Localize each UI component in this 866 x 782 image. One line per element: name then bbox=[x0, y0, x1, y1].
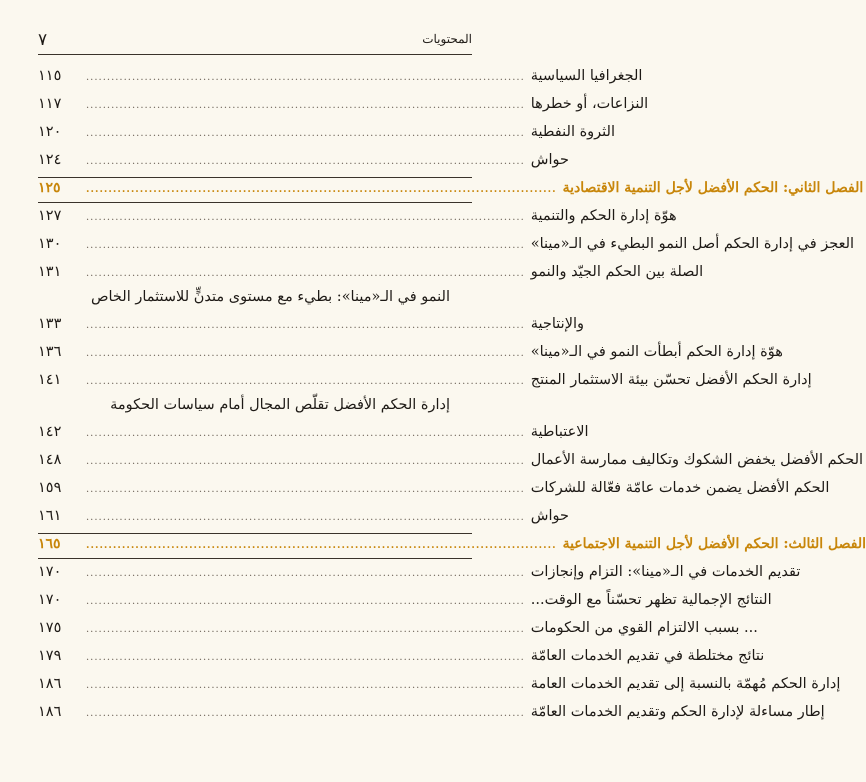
toc-chapter-entry[interactable] bbox=[38, 174, 864, 202]
leader-dots: ......................................................................................................... bbox=[86, 100, 525, 111]
leader-dots: ......................................................................................................... bbox=[86, 512, 525, 523]
toc-entry-title: إطار مساءلة لإدارة الحكم وتقديم الخدمات العامّة bbox=[530, 704, 825, 720]
toc-entry-title-line2: والإنتاجية bbox=[530, 316, 585, 332]
leader-dots: ......................................................................................................... bbox=[86, 240, 525, 251]
toc-entry-title: الجغرافيا السياسية bbox=[530, 68, 643, 84]
toc-page-number: ١٦١ bbox=[38, 508, 62, 524]
toc-entry[interactable] bbox=[38, 502, 569, 530]
toc-page-number: ١٧٥ bbox=[38, 620, 62, 636]
toc-entry[interactable] bbox=[38, 62, 643, 90]
toc-entry-title: النتائج الإجمالية تظهر تحسّناً مع الوقت... bbox=[530, 592, 772, 608]
toc-entry-title: إدارة الحكم مُهمّة بالنسبة إلى تقديم الخدمات العامة bbox=[530, 676, 841, 692]
toc-entry-title: تقديم الخدمات في الـ«مينا»: التزام وإنجازات bbox=[530, 564, 801, 580]
toc-entry[interactable] bbox=[38, 258, 704, 286]
toc-entry-title: هوّة إدارة الحكم والتنمية bbox=[530, 208, 677, 224]
leader-dots: ......................................................................................................... bbox=[86, 484, 525, 495]
leader-dots: ......................................................................................................... bbox=[86, 348, 525, 359]
leader-dots: ......................................................................................................... bbox=[86, 376, 525, 387]
toc-entry-title: هوّة إدارة الحكم أبطأت النمو في الـ«مينا» bbox=[530, 344, 783, 360]
table-of-contents bbox=[38, 62, 866, 726]
leader-dots: ......................................................................................................... bbox=[86, 128, 525, 139]
toc-entry-title: حواش bbox=[530, 508, 569, 524]
toc-entry-title: الحكم الأفضل يخفض الشكوك وتكاليف ممارسة الأعمال bbox=[530, 452, 864, 468]
toc-entry-title-line2: الاعتباطية bbox=[530, 424, 589, 440]
toc-page-number: ١٧٠ bbox=[38, 564, 62, 580]
toc-page-number: ١٧٠ bbox=[38, 592, 62, 608]
toc-entry-title-line1: إدارة الحكم الأفضل تقلّص المجال أمام سياسات الحكومة bbox=[110, 397, 450, 413]
toc-entry[interactable] bbox=[38, 698, 825, 726]
toc-entry-title-line1: النمو في الـ«مينا»: بطيء مع مستوى متدنٍّ للاستثمار الخاص bbox=[90, 289, 450, 305]
leader-dots: ......................................................................................................... bbox=[86, 320, 525, 331]
leader-dots: ......................................................................................................... bbox=[86, 212, 525, 223]
toc-entry-title: النزاعات، أو خطرها bbox=[530, 96, 649, 112]
toc-page-number: ١٥٩ bbox=[38, 480, 62, 496]
toc-entry[interactable] bbox=[38, 202, 677, 230]
toc-page-number: ١٨٦ bbox=[38, 704, 62, 720]
toc-page-number: ١٣٠ bbox=[38, 236, 62, 252]
toc-entry-title: نتائج مختلطة في تقديم الخدمات العامّة bbox=[530, 648, 765, 664]
toc-entry[interactable] bbox=[38, 446, 864, 474]
toc-entry-title: إدارة الحكم الأفضل تحسّن بيئة الاستثمار المنتج bbox=[530, 372, 812, 388]
toc-entry[interactable] bbox=[38, 366, 812, 394]
toc-page-number: ١٣١ bbox=[38, 264, 62, 280]
toc-entry[interactable] bbox=[38, 670, 841, 698]
toc-entry[interactable] bbox=[38, 614, 758, 642]
leader-dots: ......................................................................................................... bbox=[86, 72, 525, 83]
leader-dots: ......................................................................................................... bbox=[86, 540, 557, 551]
leader-dots: ......................................................................................................... bbox=[86, 456, 525, 467]
toc-page-number: ١٤٨ bbox=[38, 452, 62, 468]
leader-dots: ......................................................................................................... bbox=[86, 568, 525, 579]
leader-dots: ......................................................................................................... bbox=[86, 184, 557, 195]
toc-entry[interactable] bbox=[38, 586, 772, 614]
toc-page-number: ١٢٧ bbox=[38, 208, 62, 224]
toc-entry-title: ... بسبب الالتزام القوي من الحكومات bbox=[530, 620, 758, 636]
toc-entry[interactable] bbox=[38, 474, 830, 502]
leader-dots: ......................................................................................................... bbox=[86, 428, 525, 439]
toc-entry-title: الحكم الأفضل يضمن خدمات عامّة فعّالة للشركات bbox=[530, 480, 830, 496]
page-number: ٧ bbox=[38, 30, 48, 50]
toc-entry-title: الصلة بين الحكم الجيّد والنمو bbox=[530, 264, 704, 280]
leader-dots: ......................................................................................................... bbox=[86, 156, 525, 167]
toc-page-number: ١٦٥ bbox=[38, 536, 61, 552]
toc-entry[interactable] bbox=[38, 642, 765, 670]
toc-page-number: ١٢٤ bbox=[38, 152, 62, 168]
toc-entry[interactable] bbox=[38, 118, 615, 146]
running-title: المحتويات bbox=[422, 32, 472, 46]
toc-entry[interactable] bbox=[38, 338, 783, 366]
toc-entry[interactable] bbox=[38, 230, 855, 258]
leader-dots: ......................................................................................................... bbox=[86, 268, 525, 279]
leader-dots: ......................................................................................................... bbox=[86, 708, 525, 719]
toc-page-number: ١١٧ bbox=[38, 96, 62, 112]
leader-dots: ......................................................................................................... bbox=[86, 652, 525, 663]
page-header bbox=[38, 28, 472, 55]
toc-page-number: ١٣٦ bbox=[38, 344, 62, 360]
toc-entry-title: العجز في إدارة الحكم أصل النمو البطيء في الـ«مينا» bbox=[530, 236, 855, 252]
toc-page-number: ١٤٢ bbox=[38, 424, 62, 440]
toc-entry-two-line[interactable] bbox=[38, 286, 585, 338]
toc-page-number: ١٢٥ bbox=[38, 180, 61, 196]
toc-entry[interactable] bbox=[38, 558, 801, 586]
toc-entry-title: حواش bbox=[530, 152, 569, 168]
toc-chapter-entry[interactable] bbox=[38, 530, 866, 558]
leader-dots: ......................................................................................................... bbox=[86, 596, 525, 607]
chapter-title: الفصل الثالث: الحكم الأفضل لأجل التنمية الاجتماعية bbox=[562, 536, 866, 552]
toc-page-number: ١٧٩ bbox=[38, 648, 62, 664]
toc-entry[interactable] bbox=[38, 146, 569, 174]
toc-entry-title: الثروة النفطية bbox=[530, 124, 615, 140]
toc-page-number: ١٤١ bbox=[38, 372, 62, 388]
leader-dots: ......................................................................................................... bbox=[86, 624, 525, 635]
toc-page-number: ١٨٦ bbox=[38, 676, 62, 692]
toc-entry-two-line[interactable] bbox=[38, 394, 589, 446]
toc-page-number: ١٣٣ bbox=[38, 316, 62, 332]
toc-entry[interactable] bbox=[38, 90, 649, 118]
chapter-title: الفصل الثاني: الحكم الأفضل لأجل التنمية الاقتصادية bbox=[562, 180, 864, 196]
toc-page-number: ١١٥ bbox=[38, 68, 62, 84]
toc-page-number: ١٢٠ bbox=[38, 124, 62, 140]
leader-dots: ......................................................................................................... bbox=[86, 680, 525, 691]
